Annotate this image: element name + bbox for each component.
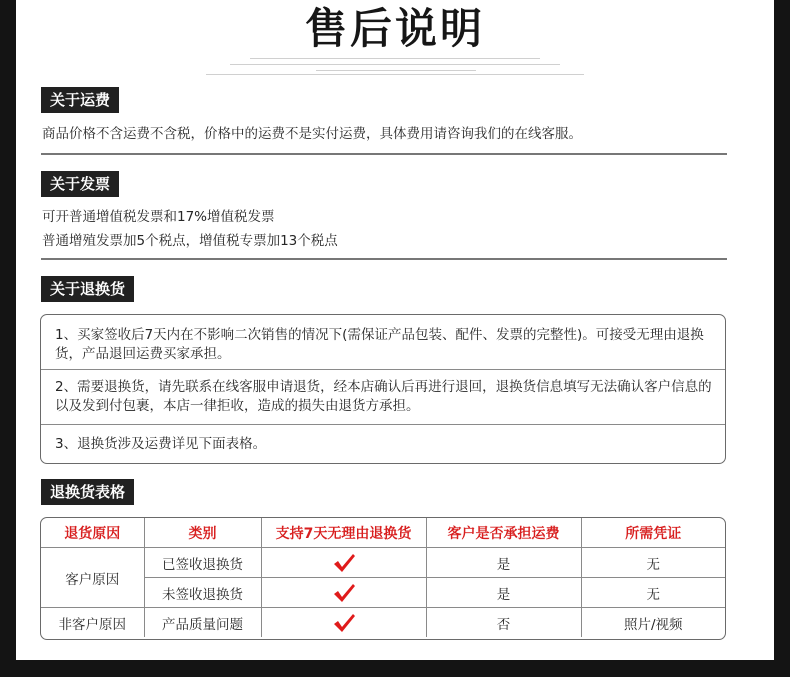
check-icon <box>261 578 426 608</box>
proof-cell: 无 <box>581 548 725 578</box>
section-label-table: 退换货表格 <box>41 479 134 505</box>
shipping-cell: 否 <box>426 608 581 638</box>
header-reason: 退货原因 <box>41 518 144 548</box>
header-7day: 支持7天无理由退换货 <box>261 518 426 548</box>
policy-separator <box>41 424 725 425</box>
returns-policy-box <box>40 314 726 464</box>
check-icon <box>261 548 426 578</box>
table-row <box>41 578 725 608</box>
shipping-cell: 是 <box>426 548 581 578</box>
group-noncustomer-reason: 非客户原因 <box>41 608 144 638</box>
shipping-cell: 是 <box>426 578 581 608</box>
proof-cell: 无 <box>581 578 725 608</box>
shipping-text: 商品价格不含运费不含税，价格中的运费不是实付运费，具体费用请咨询我们的在线客服。 <box>42 126 582 142</box>
category-cell: 已签收退换货 <box>144 548 261 578</box>
category-cell: 未签收退换货 <box>144 578 261 608</box>
section-label-invoice: 关于发票 <box>41 171 119 197</box>
group-customer-reason: 客户原因 <box>41 548 144 608</box>
header-category: 类别 <box>144 518 261 548</box>
header-proof: 所需凭证 <box>581 518 725 548</box>
invoice-line-1: 可开普通增值税发票和17%增值税发票 <box>42 209 275 225</box>
decorative-subtext-lines <box>16 56 774 78</box>
check-icon <box>261 608 426 638</box>
divider-invoice <box>41 258 727 260</box>
policy-item-2: 2、需要退换货，请先联系在线客服申请退货，经本店确认后再进行退回，退换货信息填写无法确认客户信息的以及发到付包裹，本店一律拒收，造成的损失由退货方承担。 <box>55 379 712 414</box>
divider-shipping <box>41 153 727 155</box>
returns-table <box>40 517 726 640</box>
table-header-row <box>41 518 725 548</box>
section-label-returns: 关于退换货 <box>41 276 134 302</box>
invoice-line-2: 普通增殖发票加5个税点，增值税专票加13个税点 <box>42 233 338 249</box>
after-sales-panel <box>16 0 774 660</box>
policy-separator <box>41 369 725 370</box>
header-shipping-cost: 客户是否承担运费 <box>426 518 581 548</box>
table-row <box>41 608 725 638</box>
policy-item-3: 3、退换货涉及运费详见下面表格。 <box>55 436 267 452</box>
policy-item-1: 1、买家签收后7天内在不影响二次销售的情况下(需保证产品包装、配件、发票的完整性)。可接受无理由退换货，产品退回运费买家承担。 <box>55 327 704 362</box>
page-title: 售后说明 <box>304 4 485 53</box>
proof-cell: 照片/视频 <box>581 608 725 638</box>
section-label-shipping: 关于运费 <box>41 87 119 113</box>
category-cell: 产品质量问题 <box>144 608 261 638</box>
table-row <box>41 548 725 578</box>
